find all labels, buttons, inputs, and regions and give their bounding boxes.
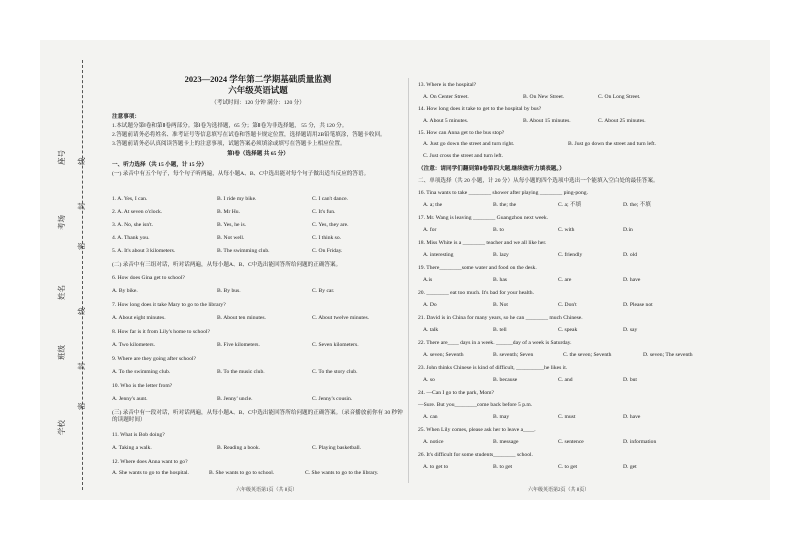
- option-b: B. the; the: [493, 202, 517, 208]
- option-c: C. Yes, they are.: [312, 222, 349, 228]
- page-footer-right: 六年级英语第2页（共 8页）: [528, 488, 590, 493]
- option-c: C. About twelve minutes.: [312, 315, 370, 321]
- option-c: C. with: [558, 227, 575, 233]
- option-c: C. By car.: [312, 288, 335, 294]
- question-text: 21. David is in China for many years, so he can ________ much Chinese.: [418, 315, 583, 321]
- question-text: 19. There________some water and food on the desk.: [418, 265, 537, 271]
- question-text-2: —Sure. But you________come back before 5 p.m.: [418, 402, 533, 408]
- option-b: B. Just go down the street and turn left.: [568, 141, 656, 147]
- section-a-sub3: (三) 录音中有一段对话，听对话两遍，从每小题A、B、C中选出能回答所给问题的正确答案。（录音播放前你有 30 秒钟的读题时间）: [112, 410, 403, 423]
- question-text: 25. When Lily comes, please ask her to leave a____.: [418, 427, 536, 433]
- option-a: A. a; the: [423, 202, 443, 208]
- question-text: 20. ________ eat too much. It's bad for your health.: [418, 290, 534, 296]
- question-text: 24. —Can I go to the park, Mom?: [418, 390, 494, 396]
- notice-2: （注意：请同学们翻到第Ⅱ卷第四大题,继续做听力填表题。）: [418, 166, 565, 172]
- question-text: 26. It's difficult for some students________ school.: [418, 452, 533, 458]
- exam-info: （考试时间：120 分钟 满分：120 分）: [211, 100, 305, 106]
- question-text: 17. Mr. Wang is leaving ________ Guangzhou next week.: [418, 215, 549, 221]
- option-a: 3. A. No, she isn't.: [112, 222, 154, 228]
- option-b: B. Not well.: [217, 235, 245, 241]
- notice-item: 2.答题前请务必将姓名、准考证号等信息填写在试卷和答题卡规定位置，选择题请用2B铅笔填涂，答题卡收回。: [112, 132, 386, 138]
- option-a: A. About eight minutes.: [112, 315, 166, 321]
- question-text: 12. Where does Anna want to go?: [112, 459, 188, 465]
- option-b: B. To the music club.: [217, 369, 265, 375]
- section-a-heading: 一、听力选择（共 15 小题，计 15 分）: [112, 162, 208, 168]
- option-a: A. Just go down the street and turn right.: [423, 141, 515, 147]
- option-b: B. The swimming club.: [217, 248, 270, 254]
- option-a: A.is: [423, 277, 433, 283]
- option-c: C. are: [558, 277, 572, 283]
- question-text: 16. Tina wants to take ________ shower after playing ________ ping-pong.: [418, 190, 588, 196]
- option-a: A. About 5 minutes.: [423, 118, 469, 124]
- section-a-sub2: (二) 录音中有三组对话，听对话两遍，从每小题A、B、C中选出能回答所给问题的正确答案。: [112, 262, 342, 268]
- notice-item: 1.本试题分第Ⅰ卷和第Ⅱ卷两部分。第Ⅰ卷为选择题，65 分；第Ⅱ卷为非选择题， 55 分，共 120 分。: [112, 123, 348, 129]
- binding-line: [82, 60, 83, 490]
- margin-xian-1: 线: [77, 157, 86, 165]
- margin-xian-2: 线: [77, 307, 86, 315]
- option-c: C. Just cross the street and turn left.: [423, 153, 504, 159]
- option-b: B. lazy: [493, 252, 509, 258]
- option-d: D. the; 不填: [623, 202, 651, 208]
- option-c: C. must: [558, 414, 576, 420]
- option-b: B. Jenny' uncle.: [217, 396, 253, 402]
- option-c: C. and: [558, 377, 573, 383]
- option-a: A. Taking a walk.: [112, 445, 152, 451]
- question-text: 14. How long does it take to get to the hospital by bus?: [418, 106, 542, 112]
- margin-school-label: 学校: [57, 420, 66, 435]
- option-b: B. I ride my bike.: [217, 196, 257, 202]
- option-d: D. have: [623, 277, 641, 283]
- option-c: C. I think so.: [312, 235, 342, 241]
- question-text: 7. How long does it take Mary to go to the library?: [112, 302, 226, 308]
- option-b: B. because: [493, 377, 518, 383]
- option-a: A. talk: [423, 327, 439, 333]
- question-text: 18. Miss White is a ________ teacher and we all like her.: [418, 240, 547, 246]
- option-d: D. have: [623, 414, 641, 420]
- option-c: C. Don't: [558, 302, 577, 308]
- question-text: 9. Where are they going after school?: [112, 356, 196, 362]
- option-d: D. information: [623, 439, 657, 445]
- option-c: C. Seven kilometers.: [312, 342, 359, 348]
- option-b: B. message: [493, 439, 519, 445]
- option-a: A. can: [423, 414, 438, 420]
- option-d: D. but: [623, 377, 637, 383]
- option-a: A. seven; Seventh: [423, 352, 464, 358]
- option-b: B. Reading a book.: [217, 445, 261, 451]
- margin-mi-2: 密: [77, 402, 86, 410]
- question-text: 23. John thinks Chinese is kind of difficult, __________he likes it.: [418, 365, 568, 371]
- option-c: C. speak: [558, 327, 578, 333]
- option-a: A. interesting: [423, 252, 454, 258]
- question-text: 11. What is Bob doing?: [112, 432, 165, 438]
- notice-item: 3.答题前请务必认真阅读答题卡上的注意事项，试题答案必须填涂或填写在答题卡上相应位置。: [112, 141, 346, 147]
- option-c: C. It's fun.: [312, 209, 336, 215]
- option-b: B. Yes, he is.: [217, 222, 247, 228]
- option-c: C. a; 不填: [558, 202, 582, 208]
- margin-feng-2: 封: [77, 362, 86, 370]
- option-b: B. By bus.: [217, 288, 241, 294]
- option-a: A. On Center Street.: [423, 94, 469, 100]
- exam-title: 2023—2024 学年第二学期基础质量监测: [184, 74, 332, 84]
- option-a: A. to get to: [423, 464, 449, 470]
- option-a: A. notice: [423, 439, 444, 445]
- option-d: D. seven; The seventh: [643, 352, 693, 358]
- option-b: B. to get: [493, 464, 513, 470]
- option-b: B. Not: [493, 302, 508, 308]
- option-c: C. On Long Street.: [598, 94, 641, 100]
- option-b: B. On New Street.: [523, 94, 565, 100]
- option-a: A. Two kilometers.: [112, 342, 156, 348]
- option-c: C. the seven; Seventh: [563, 352, 612, 358]
- option-a: A. By bike.: [112, 288, 138, 294]
- option-b: B. About ten minutes.: [217, 315, 266, 321]
- option-a: 4. A. Thank you.: [112, 235, 150, 241]
- option-b: B. She wants to go to school.: [209, 470, 275, 476]
- exam-subtitle: 六年级英语试题: [228, 85, 288, 95]
- section-a-sub1: (一) 录音中有五个句子，每个句子听两遍，从每小题A、B、C中选出能对每个句子做出适当反应的答语。: [112, 171, 370, 177]
- option-b: B. has: [493, 277, 507, 283]
- option-c: C. Jenny's cousin.: [312, 396, 353, 402]
- margin-class-label: 班级: [57, 345, 66, 360]
- option-b: B. seventh; Seven: [493, 352, 534, 358]
- option-c: C. To the story club.: [312, 369, 358, 375]
- notice-heading: 注意事项：: [112, 114, 140, 120]
- option-c: C. friendly: [558, 252, 583, 258]
- question-text: 6. How does Gina get to school?: [112, 275, 185, 281]
- option-b: B. to: [493, 227, 504, 233]
- option-b: B. Five kilometers.: [217, 342, 260, 348]
- option-d: D. old: [623, 252, 637, 258]
- option-b: B. About 15 minutes.: [523, 118, 571, 124]
- option-b: B. tell: [493, 327, 507, 333]
- option-a: A. To the swimming club.: [112, 369, 171, 375]
- option-c: C. On Friday.: [312, 248, 343, 254]
- option-c: C. sentence: [558, 439, 584, 445]
- right-column: [418, 78, 760, 485]
- option-b: B. may: [493, 414, 510, 420]
- option-a: 5. A. It's about 3 kilometers.: [112, 248, 176, 254]
- option-a: 1. A. Yes, I can.: [112, 196, 148, 202]
- option-a: 2. A. At seven o'clock.: [112, 209, 163, 215]
- option-d: D. say: [623, 327, 638, 333]
- page-footer-left: 六年级英语第1页（共 8页）: [236, 488, 298, 493]
- left-column: [112, 70, 404, 485]
- option-c: C. She wants to go to the library.: [305, 470, 379, 476]
- section-b-heading: 二、单项选择（共 20 小题，计 20 分）从每小题的四个选项中选出一个能填入空白处的最佳答案。: [418, 178, 659, 184]
- option-a: A. She wants to go to the hospital.: [112, 470, 189, 476]
- option-b: B. Mr Hu.: [217, 209, 240, 215]
- part1-heading: 第Ⅰ卷（选择题 共 65 分）: [227, 151, 289, 157]
- option-d: D. Please not: [623, 302, 653, 308]
- option-d: D.in: [623, 227, 633, 233]
- question-text: 10. Who is the letter from?: [112, 383, 173, 389]
- margin-seat-label: 座号: [57, 150, 66, 165]
- margin-name-label: 姓名: [57, 285, 66, 300]
- option-c: C. Playing basketball.: [312, 445, 362, 451]
- margin-feng-1: 封: [77, 202, 86, 210]
- option-c: C. I can't dance.: [312, 196, 348, 202]
- question-text: 8. How far is it from Lily's home to school?: [112, 329, 210, 335]
- option-a: A. Do: [423, 302, 437, 308]
- question-text: 13. Where is the hospital?: [418, 82, 477, 88]
- option-a: A. so: [423, 377, 435, 383]
- margin-room-label: 考场: [57, 215, 66, 230]
- question-text: 15. How can Anna get to the bus stop?: [418, 130, 505, 136]
- option-a: A. for: [423, 227, 437, 233]
- option-c: C. About 25 minutes.: [598, 118, 646, 124]
- column-divider: [408, 78, 409, 483]
- margin-mi-1: 密: [77, 242, 86, 250]
- option-d: D. get: [623, 464, 637, 470]
- option-c: C. to get: [558, 464, 578, 470]
- option-a: A. Jenny's aunt.: [112, 396, 148, 402]
- question-text: 22. There are____ days in a week. ______day of a week is Saturday.: [418, 340, 572, 346]
